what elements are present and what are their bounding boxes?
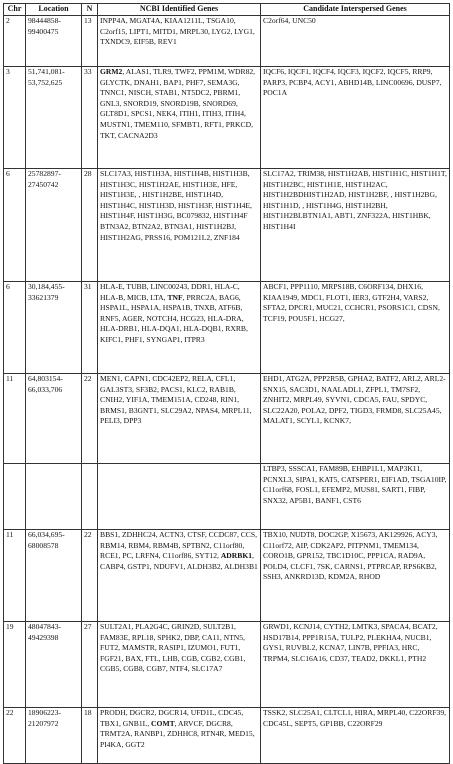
gene-list-segment: , CABP4, GSTP1, NDUFV1, ALDH3B2, ALDH3B1 xyxy=(100,551,258,571)
gene-list-segment: BBS1, ZDHHC24, ACTN3, CTSF, CCDC87, CCS, RBM14, RBM4, RBM4B, SPTBN2, C11orf80, RCE1, PC, LRFN4, C11orf86, SYT12, xyxy=(100,530,257,561)
cell-ncbi-genes xyxy=(98,708,261,764)
header-candidate-genes: Candidate Interspersed Genes xyxy=(261,4,450,16)
cell-chr: 3 xyxy=(4,67,26,169)
cell-ncbi-genes xyxy=(98,530,261,622)
cell-chr: 19 xyxy=(4,622,26,708)
cell-location xyxy=(26,464,82,530)
cell-n: 33 xyxy=(82,67,98,169)
gene-table xyxy=(3,3,450,764)
cell-n: 28 xyxy=(82,169,98,282)
cell-candidate-genes: GRWD1, KCNJ14, CYTH2, LMTK3, SPACA4, BCAT2, HSD17B14, PPP1R15A, TULP2, PLEKHA4, NUCB1, GYS1, RUVBL2, KCNA7, LIN7B, PPFIA3, HRC, TRPM4, SLC16A16, CD37, TEAD2, DKKL1, PTH2 xyxy=(261,622,450,708)
cell-chr: 22 xyxy=(4,708,26,764)
gene-list-segment: HLA-E, TUBB, LINC00243, DDR1, HLA-C, HLA-B, MICB, LTA, xyxy=(100,282,240,302)
cell-location: 48047843-49429398 xyxy=(26,622,82,708)
table-row xyxy=(4,708,450,764)
cell-n: 22 xyxy=(82,374,98,464)
cell-ncbi-genes xyxy=(98,169,261,282)
gene-list-segment: MEN1, CAPN1, CDC42EP2, RELA, CFL1, GAL3ST3, SF3B2, PACS1, KLC2, RAB1B, CNIH2, YIF1A, TMEM151A, CD248, RIN1, BRMS1, B3GNT1, SLC29A2, NPAS4, MRPL11, PELI3, DPP3 xyxy=(100,374,252,426)
cell-candidate-genes: TBX10, NUDT8, DOC2GP, X15673, AK129926, ACY3, C11orf72, AIP, CDK2AP2, PITPNM1, TMEM134, CORO1B, GPR152, TBC1D10C, PPP1CA, RAD9A, POLD4, CLCF1, 7SK, CARNS1, PTPRCAP, RPS6KB2, SSH3, ANKRD13D, KDM2A, RHOD xyxy=(261,530,450,622)
cell-candidate-genes: SLC17A2, TRIM38, HIST1H2AB, HIST1H1C, HIST1H1T, HIST1H2BC, HIST1H1E, HIST1H2AC, HIST1H2BDHIST1H2AD, HIST1H2BF, , HIST1H2BG, HIST1H1D, , HIST1H4G, HIST1H2BH, HIST1H2BLBTN1A1, ABT1, ZNF322A, HIST1HBK, HIST1H4I xyxy=(261,169,450,282)
table-row xyxy=(4,374,450,464)
gene-list-segment: , PRRC2A, BAG6, HSPA1L, HSPA1A, HSPA1B, TNXB, ATF6B, RNF5, AGER, NOTCH4, HCG23, HLA-DRA, HLA-DRB1, HLA-DQA1, HLA-DQB1, RXRB, KIFC1, PHF1, SYNGAP1, ITPR3 xyxy=(100,292,248,344)
cell-chr: 2 xyxy=(4,16,26,67)
header-row xyxy=(4,4,450,16)
gene-list-segment: SLC17A3, HIST1H3A, HIST1H4B, HIST1H3B, HIST1H3C, HIST1H2AE, HIST1H3E, HFE, HIST1H3E, , HIST1H2BE, HIST1H4D, HIST1H4C, HIST1H3D, HIST1H3F, HIST1H4E, HIST1H4F, HIST1H3G, BC079832, HIST1H4F BTN3A2, BTN2A2, BTN3A1, HIST1H2BJ, HIST1H2AG, PRSS16, POM121L2, ZNF184 xyxy=(100,169,252,242)
header-ncbi-genes: NCBI Identified Genes xyxy=(98,4,261,16)
cell-n: 27 xyxy=(82,622,98,708)
cell-chr: 11 xyxy=(4,530,26,622)
cell-n: 22 xyxy=(82,530,98,622)
cell-location: 66,034,695-68008578 xyxy=(26,530,82,622)
highlighted-gene: COMT xyxy=(151,718,175,728)
cell-candidate-genes: EHD1, ATG2A, PPP2R5B, GPHA2, BATF2, ARL2, ARL2-SNX15, SAC3D1, NAALADL1, ZFPL1, TM7SF2, ZNHIT2, MRPL49, SYVN1, CDCA5, FAU, SPDYC, SLC22A20, POLA2, DPF2, TIGD3, FRMD8, SLC25A45, MALAT1, SCYL1, KCNK7, xyxy=(261,374,450,464)
cell-ncbi-genes xyxy=(98,374,261,464)
gene-list-segment: INPP4A, MGAT4A, KIAA1211L, TSGA10, C2orf15, LIPT1, MITD1, MRPL30, LYG2, LYG1, TXNDC9, EIF5B, REV1 xyxy=(100,16,255,47)
highlighted-gene: TNF xyxy=(167,292,183,302)
gene-list-segment: SULT2A1, PLA2G4C, GRIN2D, SULT2B1, FAM83E, RPL18, SPHK2, DBP, CA11, NTN5, FUT2, MAMSTR, RASIP1, IZUMO1, FUT1, FGF21, BAX, FTL, LHB, CGB, CGB2, CGB1, CGB5, CGB8, CGB7, NTF4, SLC17A7 xyxy=(100,622,246,674)
cell-candidate-genes: IQCF6, IQCF1, IQCF4, IQCF3, IQCF2, IQCF5, RRP9, PARP3, PCBP4, ACY1, ABHD14B, LINC00696, DUSP7, POC1A xyxy=(261,67,450,169)
cell-ncbi-genes xyxy=(98,16,261,67)
table-row xyxy=(4,464,450,530)
cell-location: 18906223-21207972 xyxy=(26,708,82,764)
cell-location: 30,184,455-33621379 xyxy=(26,282,82,374)
cell-candidate-genes: TSSK2, SLC25A1, CLTCL1, HIRA, MRPL40, C22ORF39, CDC45L, SEPT5, GP1BB, C22ORF29 xyxy=(261,708,450,764)
table-row xyxy=(4,622,450,708)
cell-candidate-genes: ABCF1, PPP1110, MRPS18B, C6ORF134, DHX16, KIAA1949, MDC1, FLOT1, IER3, GTF2H4, VARS2, SFTA2, DPCR1, MUC21, CCHCR1, PSORS1C1, CDSN, TCF19, POU5F1, HCG27, xyxy=(261,282,450,374)
table-row xyxy=(4,282,450,374)
cell-n xyxy=(82,464,98,530)
cell-location: 25782897-27450742 xyxy=(26,169,82,282)
cell-n: 31 xyxy=(82,282,98,374)
cell-chr xyxy=(4,464,26,530)
table-row xyxy=(4,16,450,67)
table-row xyxy=(4,67,450,169)
header-chr: Chr xyxy=(4,4,26,16)
cell-location: 64,803154-66,033,706 xyxy=(26,374,82,464)
cell-ncbi-genes xyxy=(98,67,261,169)
cell-chr: 11 xyxy=(4,374,26,464)
cell-candidate-genes: LTBP3, SSSCA1, FAM89B, EHBP1L1, MAP3K11, PCNXL3, SIPA1, KAT5, CATSPER1, EIF1AD, TSGA10IP, C11orf68, FOSL1, EFEMP2, MUS81, SART1, FIBP, SNX32, AP5B1, BANF1, CST6 xyxy=(261,464,450,530)
gene-list-segment: PRODH, DGCR2, DGCR14, UFD1L, CDC45, TBX1, GNB1L, xyxy=(100,708,244,728)
cell-ncbi-genes xyxy=(98,622,261,708)
cell-ncbi-genes xyxy=(98,282,261,374)
header-n: N xyxy=(82,4,98,16)
cell-location: 98444858-99400475 xyxy=(26,16,82,67)
cell-chr: 6 xyxy=(4,282,26,374)
highlighted-gene: ADRBK1 xyxy=(220,551,253,561)
cell-chr: 6 xyxy=(4,169,26,282)
cell-n: 13 xyxy=(82,16,98,67)
header-location: Location xyxy=(26,4,82,16)
cell-ncbi-genes xyxy=(98,464,261,530)
cell-candidate-genes: C2orf64, UNC50 xyxy=(261,16,450,67)
table-row xyxy=(4,530,450,622)
table-body xyxy=(4,16,450,764)
gene-list-segment: , ALAS1, TLR9, TWF2, PPM1M, WDR82, GLYCTK, DNAH1, BAP1, PHF7, SEMA3G, TNNC1, NISCH, STAB1, NT5DC2, PBRM1, GNL3, SNORD19, SNORD19B, SNORD69, GLT8D1, SPCS1, NEK4, ITIH1, ITIH3, ITIH4, MUSTN1, TMEM110, SFMBT1, RFT1, PRKCD, TKT, CACNA2D3 xyxy=(100,67,256,140)
table-row xyxy=(4,169,450,282)
gene-list-segment: , ARVCF, DGCR8, TRMT2A, RANBP1, ZDHHC8, RTN4R, MED15, PI4KA, GGT2 xyxy=(100,718,255,749)
cell-n: 18 xyxy=(82,708,98,764)
cell-location: 51,741,081-53,752,625 xyxy=(26,67,82,169)
highlighted-gene: GRM2 xyxy=(100,67,123,76)
